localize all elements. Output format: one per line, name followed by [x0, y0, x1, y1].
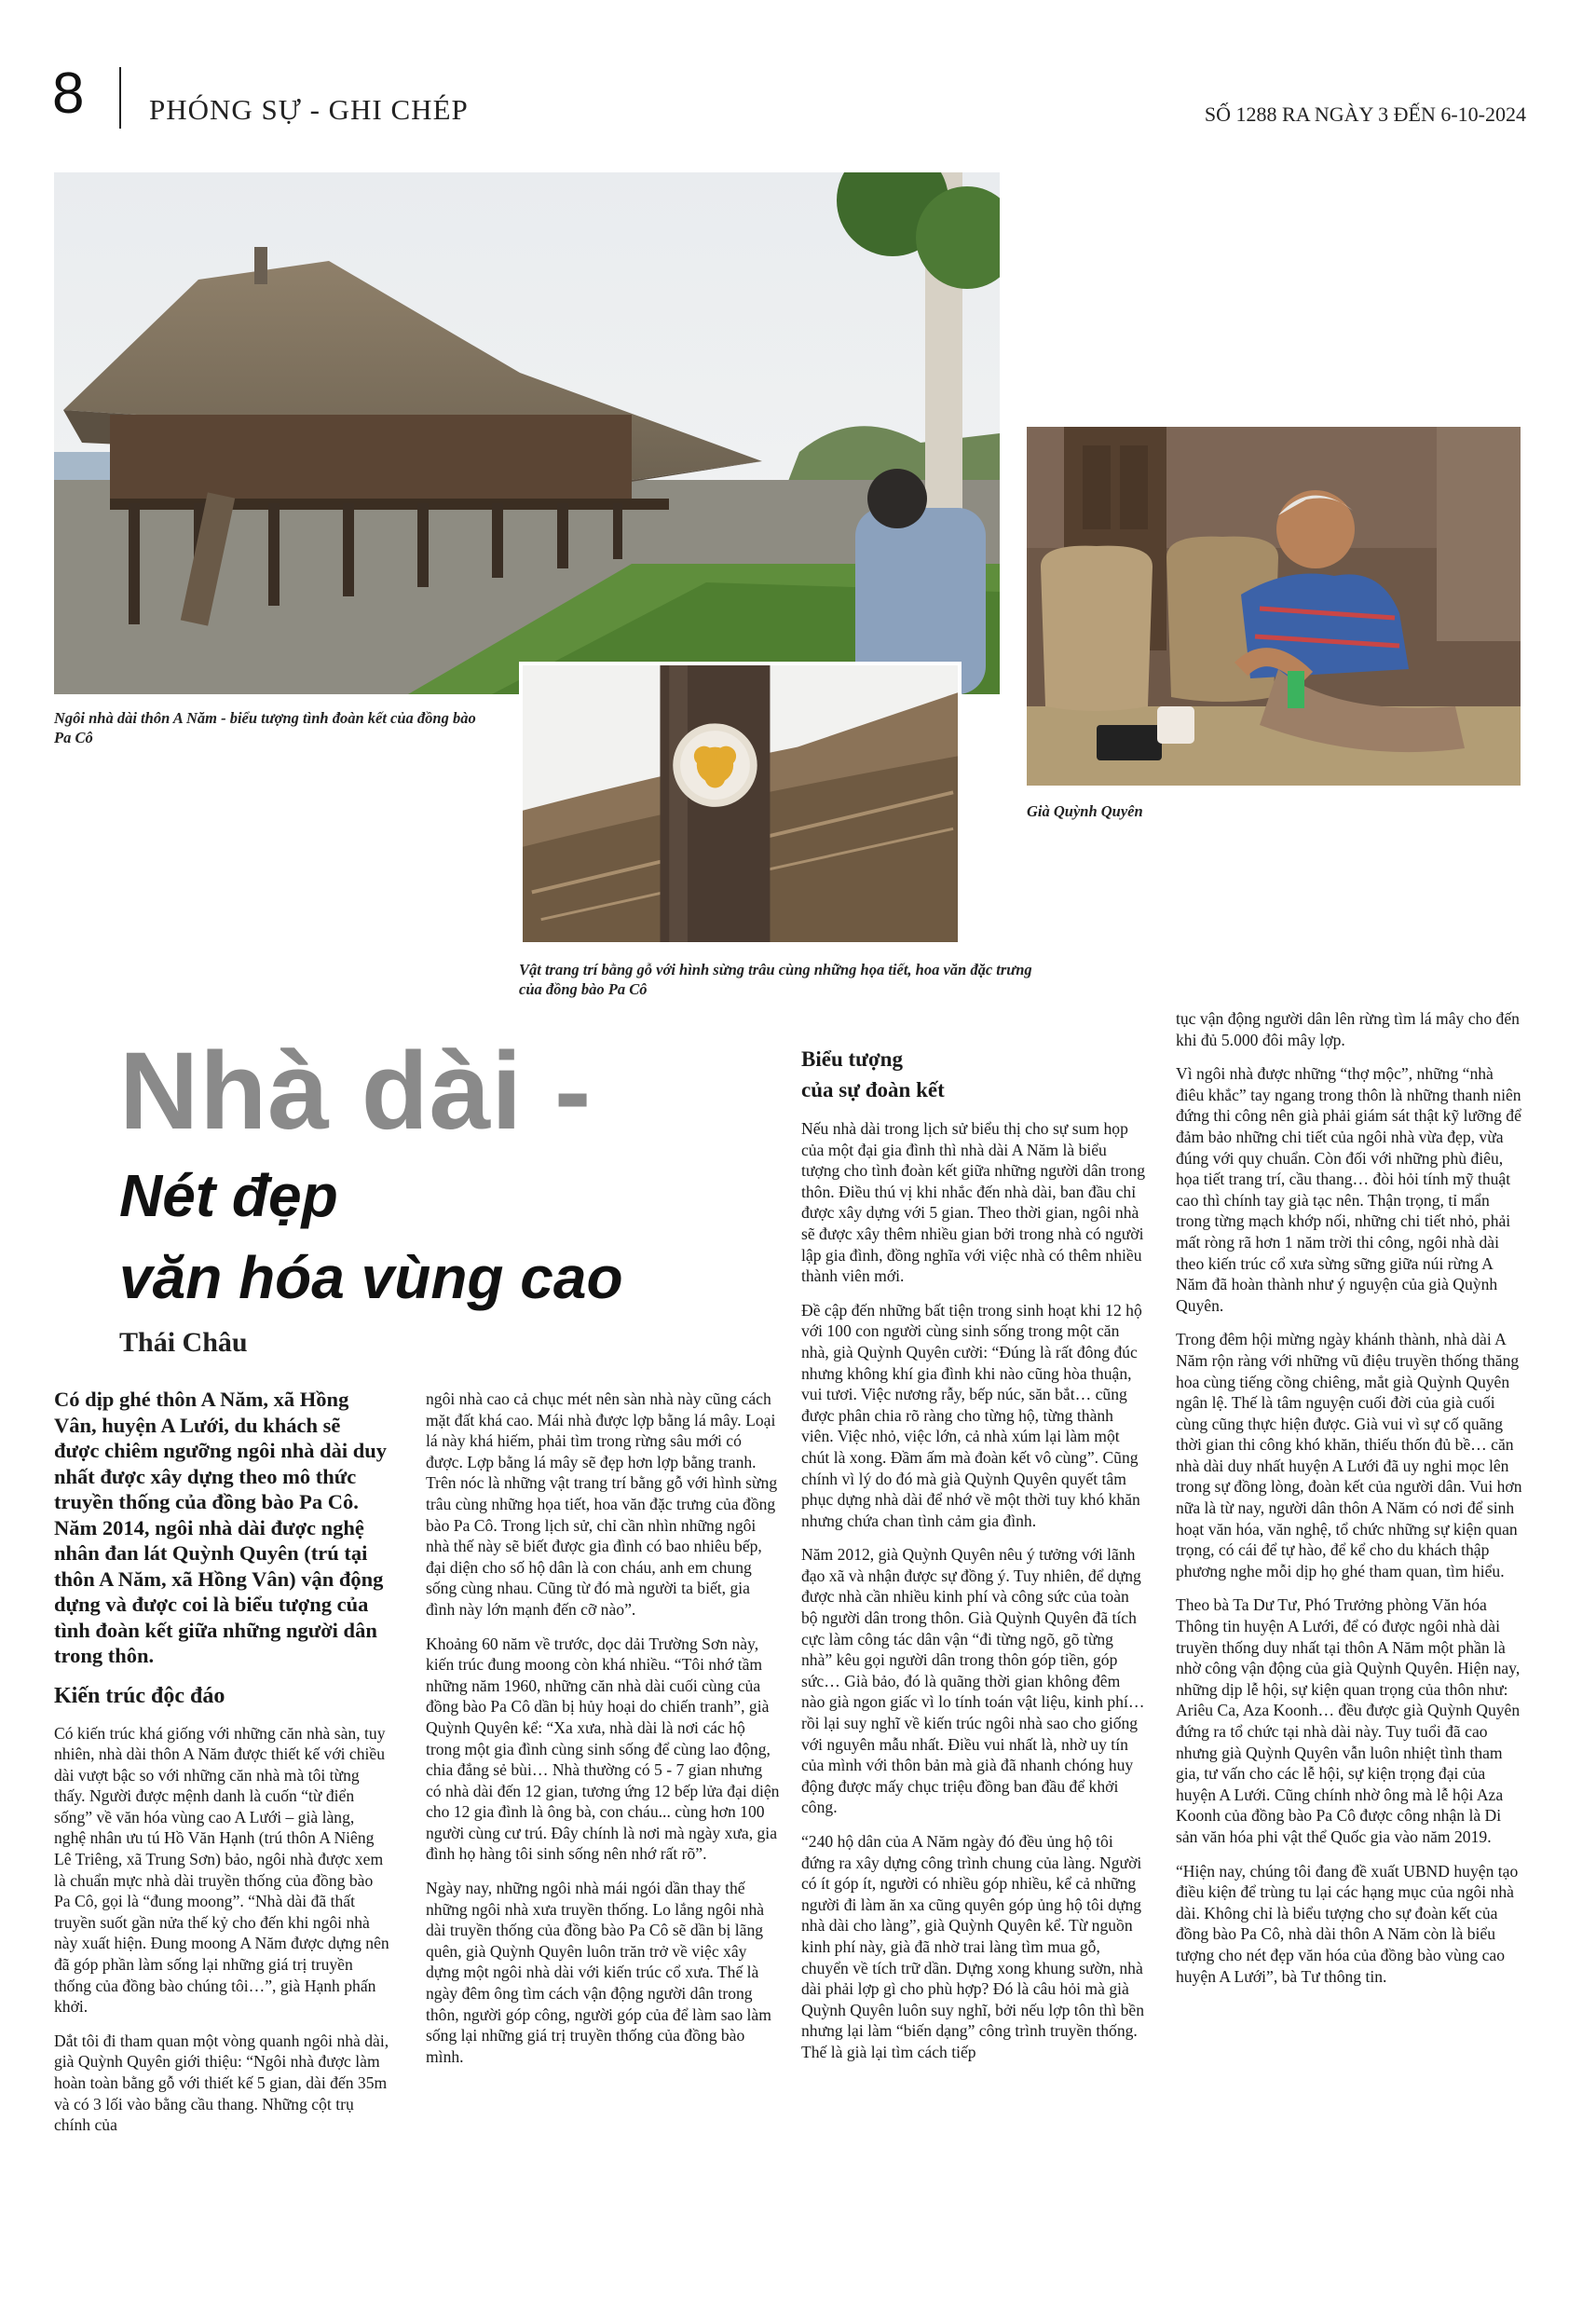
section-heading-architecture: Kiến trúc độc đáo — [54, 1683, 225, 1708]
lead-paragraph: Có dịp ghé thôn A Năm, xã Hồng Vân, huyện A Lưới, du khách sẽ được chiêm ngưỡng ngôi nhà dài duy nhất được xây dựng theo mô thức truyền thống của đồng bào Pa Cô. Năm 2014, ngôi nhà dài được nghệ nhân đan lát Quỳnh Quyên (trú tại thôn A Năm, xã Hồng Vân) vận động dựng và được coi là biểu tượng của tình đoàn kết giữa những người dân trong thôn. — [54, 1388, 388, 1667]
longhouse-photo — [54, 172, 1000, 694]
headline-line-1: Nhà dài - — [119, 1030, 593, 1153]
body-paragraph: “Hiện nay, chúng tôi đang đề xuất UBND huyện tạo điều kiện để trùng tu lại các hạng mục của ngôi nhà dài. Không chỉ là biểu tượng cho sự đoàn kết của đồng bào Pa Cô, nhà dài thôn A Năm còn là biểu tượng cho nét đẹp văn hóa của đồng bào vùng cao huyện A Lưới”, bà Tư thông tin. — [1176, 1861, 1519, 1986]
body-paragraph: Ngày nay, những ngôi nhà mái ngói dần thay thế những ngôi nhà xưa truyền thống. Lo lắng ngôi nhà dài truyền thống của đồng bào Pa Cô sẽ dần bị lãng quên, già Quỳnh Quyên luôn trăn trở về việc xây dựng một ngôi nhà dài với kiến trúc cổ xưa. Thế là ngày đêm ông tìm cách vận động người dân trong thôn, người góp công, người góp của để làm sao làm sống lại những giá trị truyền thống của đồng bào mình. — [426, 1879, 771, 2066]
body-paragraph: “240 hộ dân của A Năm ngày đó đều ủng hộ tôi đứng ra xây dựng công trình chung của làng. Người có ít góp ít, người có nhiều góp nhiều, kể cả những người đi làm ăn xa cũng quyên góp ủng hộ tôi dựng nhà dài cho làng”, già Quỳnh Quyên kể. Từ nguồn kinh phí này, già đã nhờ trai làng tìm mua gỗ, chuyển về tích trữ dần. Dựng xong khung sườn, nhà dài phải lợp gì cho phù hợp? Đó là câu hỏi mà già Quỳnh Quyên luôn suy nghĩ, bởi nếu lợp tôn thì bền nhưng lại làm “biến dạng” công trình truyền thống. Thế là già lại tìm cách tiếp — [801, 1832, 1145, 2061]
body-paragraph: Đề cập đến những bất tiện trong sinh hoạt khi 12 hộ với 100 con người cùng sinh sống trong một căn nhà, già Quỳnh Quyên cười: “Đúng là rất đông đúc nhưng không khí gia đình khi nào cũng hòa thuận, vui tươi. Việc nương rẫy, bếp núc, săn bắt… cũng được phân chia rõ ràng cho từng hộ, từng thành viên. Việc nhỏ, việc lớn, cả nhà xúm lại làm một chút là xong. Đầm ấm mà đoàn kết vô cùng”. Cũng chính vì lý do đó mà già Quỳnh Quyên quyết tâm phục dựng nhà dài để nhớ về một thời tuy khó khăn nhưng chứa chan tình cảm gia đình. — [801, 1300, 1142, 1530]
body-paragraph: Theo bà Ta Dư Tư, Phó Trưởng phòng Văn hóa Thông tin huyện A Lưới, để có được ngôi nhà dài truyền thống duy nhất tại thôn A Năm một phần là nhờ công vận động của già Quỳnh Quyên. Hiện nay, những dịp lễ hội, sự kiện quan trọng của thôn như: Ariêu Ca, Aza Koonh… đều được già Quỳnh Quyên đứng ra tổ chức tại nhà dài này. Tuy tuổi đã cao nhưng già Quỳnh Quyên vẫn luôn nhiệt tình tham gia, tư vấn cho các lễ hội, sự kiện trọng đại của huyện A Lưới. Cũng chính nhờ ông mà lễ hội Aza Koonh của đồng bào Pa Cô được công nhận là Di sản văn hóa phi vật thể Quốc gia vào năm 2019. — [1176, 1595, 1521, 1846]
issue-date: SỐ 1288 RA NGÀY 3 ĐẾN 6-10-2024 — [1204, 103, 1526, 126]
body-paragraph: Năm 2012, già Quỳnh Quyên nêu ý tưởng với lãnh đạo xã và nhận được sự đồng ý. Tuy nhiên, để dựng được nhà cần nhiều kinh phí và công sức của toàn bộ người dân trong thôn. Già Quỳnh Quyên đã tích cực làm công tác dân vận “đi từng ngõ, gõ từng nhà” kêu gọi người dân trong thôn góp tiền, góp sức… Già bảo, đó là quãng thời gian không đêm nào già ngon giấc vì lo tính toán vật liệu, kinh phí… rồi lại suy nghĩ về kiến trúc ngôi nhà sao cho giống với nguyên mẫu nhất. Điều vui nhất là, nhờ uy tín của mình với thôn bản mà già đã nhanh chóng huy động được mấy chục triệu đồng ban đầu để khởi công. — [801, 1545, 1145, 1817]
decoration-photo — [519, 662, 962, 946]
body-paragraph: Có kiến trúc khá giống với những căn nhà sàn, tuy nhiên, nhà dài thôn A Năm được thiết kế với chiều dài vượt bậc so với những căn nhà mà tôi từng thấy. Người được mệnh danh là cuốn “từ điển sống” về văn hóa vùng cao A Lưới – già làng, nghệ nhân ưu tú Hồ Văn Hạnh (trú thôn A Niêng Lê Triêng, xã Trung Sơn) bảo, ngôi nhà được xem là chuẩn mực nhà dài truyền thống của đồng bào Pa Cô, gọi là “đung moong”. “Nhà dài đã thất truyền suốt gần nửa thế kỷ cho đến khi ngôi nhà này xuất hiện. Đung moong A Năm được dựng nên đã góp phần làm sống lại những giá trị truyền thống của đồng bào chúng tôi…”, già Hạnh phấn khởi. — [54, 1723, 389, 2017]
article-column-4 — [1176, 1008, 1525, 2000]
author-byline: Thái Châu — [119, 1327, 248, 1358]
article-column-1 — [54, 1387, 389, 2149]
section-title: PHÓNG SỰ - GHI CHÉP — [149, 93, 469, 126]
elder-photo — [1027, 427, 1521, 786]
headline-line-2: Nét đẹp — [119, 1162, 338, 1229]
header-divider — [119, 67, 121, 129]
body-paragraph: Vì ngôi nhà được những “thợ mộc”, những “nhà điêu khắc” tay ngang trong thôn là những thanh niên đứng thi công nên già phải giám sát thật kỹ lưỡng để đảm bảo những chi tiết của ngôi nhà vừa đẹp, vừa đúng với quy chuẩn. Còn đối với những phù điêu, họa tiết trang trí, cầu thang… đòi hỏi tính mỹ thuật cao thì chính tay già tạc nên. Thận trọng, tỉ mẩn trong từng mạch khớp nối, những chi tiết nhỏ, phải mất ròng rã hơn 1 năm trời thi công, ngôi nhà dài theo kiến trúc cổ xưa sừng sững giữa núi rừng A Năm đã hoàn thành như ý nguyện của già Quỳnh Quyên. — [1176, 1064, 1521, 1315]
headline-line-3: văn hóa vùng cao — [119, 1244, 623, 1311]
article-column-2 — [426, 1389, 780, 2080]
body-paragraph: Nếu nhà dài trong lịch sử biểu thị cho sự sum họp của một đại gia đình thì nhà dài A Năm là biểu tượng cho tình đoàn kết giữa những người dân trong thôn. Điều thú vị khi nhắc đến nhà dài, ban đầu chỉ được xây dựng với 5 gian. Theo thời gian, ngôi nhà sẽ được xây thêm nhiều gian bởi trong nhà có người lập gia đình, đồng nghĩa với việc nhà có thêm nhiều thành viên mới. — [801, 1119, 1145, 1286]
article-column-3 — [801, 1044, 1148, 2076]
body-paragraph: ngôi nhà cao cả chục mét nên sàn nhà này cũng cách mặt đất khá cao. Mái nhà được lợp bằng lá mây. Loại lá này khá hiếm, phải tìm trong rừng sâu mới có được. Lợp bằng lá mây sẽ đẹp hơn lợp bằng tranh. Trên nóc là những vật trang trí bằng gỗ với hình sừng trâu cùng những họa tiết, hoa văn đặc trưng của đồng bào Pa Cô. Trong lịch sử, chỉ cần nhìn những ngôi nhà thế này sẽ biết được gia đình có bao nhiêu bếp, đại diện cho số hộ dân là con cháu, anh em chung sống cùng nhau. Cũng từ đó mà người ta biết, gia đình này lớn mạnh đến cỡ nào”. — [426, 1389, 778, 1619]
elder-caption: Già Quỳnh Quyên — [1027, 802, 1143, 820]
body-paragraph: Trong đêm hội mừng ngày khánh thành, nhà dài A Năm rộn ràng với những vũ điệu truyền thống thăng hoa cùng tiếng cồng chiêng, mắt già Quỳnh Quyên ngân lệ. Thế là tâm nguyện cuối đời của già cuối cùng cũng thực hiện được. Già vui vì sự cố quãng thời gian thi công khó khăn, thiếu thốn đủ bề… căn nhà dài duy nhất huyện A Lưới đã uy nghi mọc lên trong sự đồng lòng, đoàn kết của người dân. Vui hơn nữa là từ nay, người dân thôn A Năm có nơi để sinh hoạt văn hóa, văn nghệ, tổ chức những sự kiện quan trọng, có cái để tự hào, để kể cho du khách thập phương nghe mỗi dịp họ ghé tham quan, tìm hiểu. — [1176, 1330, 1522, 1580]
section-heading-unity-2: của sự đoàn kết — [801, 1078, 945, 1101]
page-number: 8 — [52, 62, 85, 126]
section-heading-unity: Biểu tượng — [801, 1047, 903, 1071]
longhouse-caption: Ngôi nhà dài thôn A Năm - biểu tượng tình đoàn kết của đồng bào Pa Cô — [54, 709, 476, 746]
decoration-caption: Vật trang trí bằng gỗ với hình sừng trâu cùng những họa tiết, hoa văn đặc trưng của đồng bào Pa Cô — [519, 961, 1032, 998]
body-paragraph: Khoảng 60 năm về trước, dọc dải Trường Sơn này, kiến trúc đung moong còn khá nhiều. “Tôi nhớ tầm những năm 1960, những căn nhà dài cuối cùng của đồng bào Pa Cô dần bị hủy hoại do chiến tranh”, già Quỳnh Quyên kể: “Xa xưa, nhà dài là nơi các hộ trong một gia đình cùng sinh sống để cùng lao động, chia đắng sẻ bùi… Nhà thường có 5 - 7 gian nhưng có nhà dài đến 12 gian, tương ứng 12 bếp lửa đại diện cho 12 gia đình là ông bà, con cháu... cùng hơn 100 người cùng cư trú. Đây chính là nơi mà ngày xưa, gia đình họ hàng tôi sinh sống nên nhớ rất rõ”. — [426, 1634, 780, 1864]
body-paragraph: tục vận động người dân lên rừng tìm lá mây cho đến khi đủ 5.000 đôi mây lợp. — [1176, 1009, 1520, 1049]
body-paragraph: Dắt tôi đi tham quan một vòng quanh ngôi nhà dài, già Quỳnh Quyên giới thiệu: “Ngôi nhà được làm hoàn toàn bằng gỗ với thiết kế 5 gian, dài đến 35m và có 3 lối vào bằng cầu thang. Những cột trụ chính của — [54, 2031, 389, 2135]
